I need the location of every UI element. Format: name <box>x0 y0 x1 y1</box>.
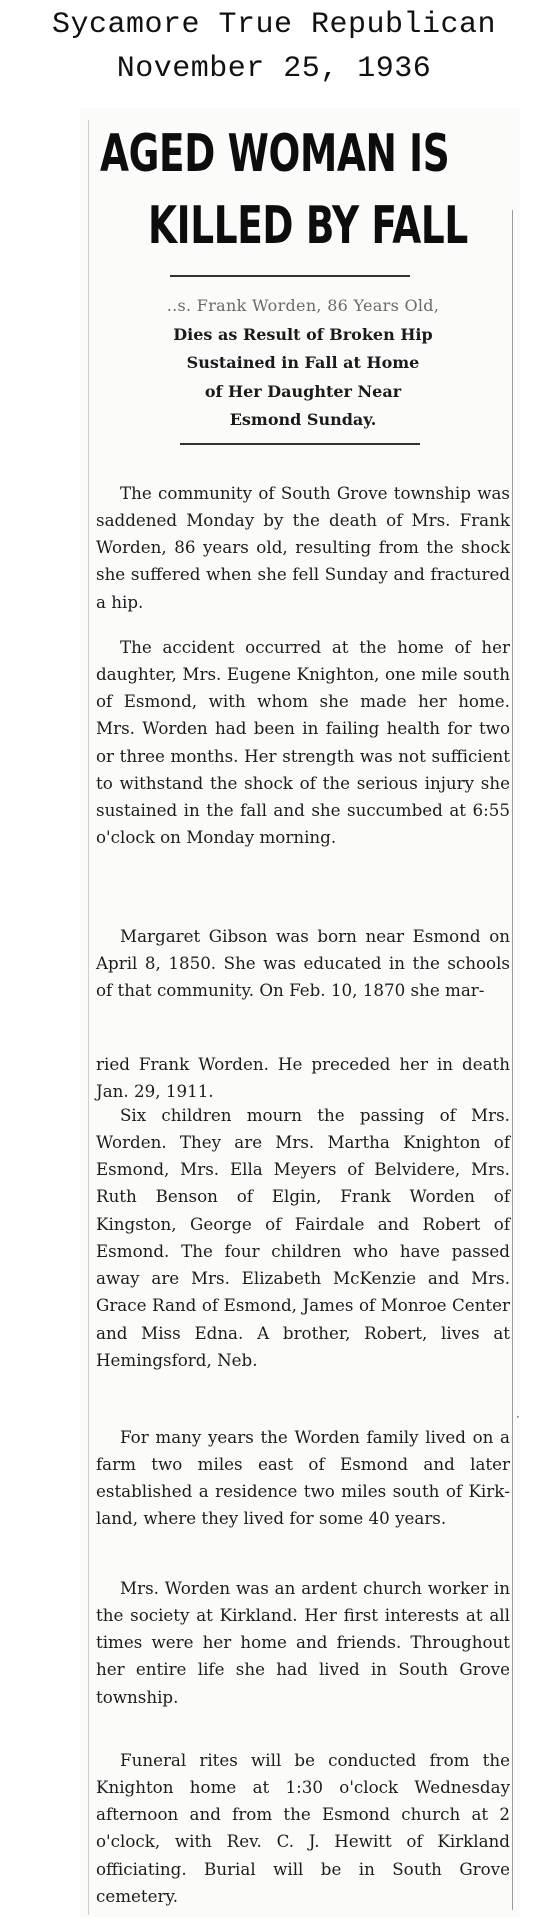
deck-line-2: Dies as Result of Broken Hip <box>173 324 433 344</box>
deck-line-3: Sustained in Fall at Home <box>186 353 420 372</box>
body-paragraph-4: ried Frank Worden. He preceded her in death Jan. 29, 1911. <box>96 1053 510 1101</box>
deck-line-1: ..s. Frank Worden, 86 Years Old, <box>166 296 440 315</box>
body-paragraph-3: Margaret Gibson was born near Esmond on April 8, 1850. She was educated in the schools of that community. On Feb. 10, 1870 she mar- <box>96 925 510 1001</box>
headline-divider <box>170 275 410 277</box>
subheadline-deck <box>94 292 512 435</box>
deck-divider <box>180 443 420 445</box>
clipping-left-edge <box>88 120 89 1915</box>
scan-speck: · <box>516 1410 520 1424</box>
headline-line-2: KILLED BY FALL <box>148 196 468 256</box>
headline-line-1: AGED WOMAN IS <box>100 124 450 184</box>
newspaper-name: Sycamore True Republican <box>51 8 497 42</box>
body-paragraph-8: Funeral rites will be conducted from the Knighton home at 1:30 o'clock Wednesday afternoon and from the Esmond church at 2 o'clock, with Rev. C. J. Hewitt of Kirkland officiating. Burial will be in South Grove cemetery. <box>96 1749 510 1906</box>
deck-line-5: Esmond Sunday. <box>229 410 377 429</box>
body-paragraph-6: For many years the Worden family lived on a farm two miles east of Esmond and later established a residence two miles south of Kirkland, where they lived for some 40 years. <box>96 1426 510 1529</box>
body-paragraph-5: Six children mourn the passing of Mrs. Worden. They are Mrs. Martha Knighton of Esmond, Mrs. Ella Meyers of Belvidere, Mrs. Ruth Benson of Elgin, Frank Worden of Kingston, George of Fairdale and Robert of Esmond. The four children who have passed away are Mrs. Elizabeth McKenzie and Mrs. Grace Rand of Esmond, James of Monroe Center and Miss Edna. A brother, Robert, lives at Hemingsford, Neb. <box>96 1104 510 1370</box>
body-paragraph-1: The community of South Grove township was saddened Monday by the death of Mrs. Frank Worden, 86 years old, resulting from the shock she suffered when she fell Sunday and fractured a hip. <box>96 482 510 612</box>
body-paragraph-7: Mrs. Worden was an ardent church worker in the society at Kirkland. Her first interests at all times were her home and friends. Throughout her entire life she had lived in South Grove township. <box>96 1577 510 1707</box>
body-paragraph-2: The accident occurred at the home of her daughter, Mrs. Eugene Knighton, one mile south of Esmond, with whom she made her home. Mrs. Worden had been in failing health for two or three months. Her strength was not sufficient to withstand the shock of the serious injury she sustained in the fall and she succumbed at 6:55 o'clock on Monday morning. <box>96 636 510 848</box>
deck-line-4: of Her Daughter Near <box>204 381 402 401</box>
publication-date: November 25, 1936 <box>116 52 432 86</box>
column-rule <box>512 210 513 1910</box>
